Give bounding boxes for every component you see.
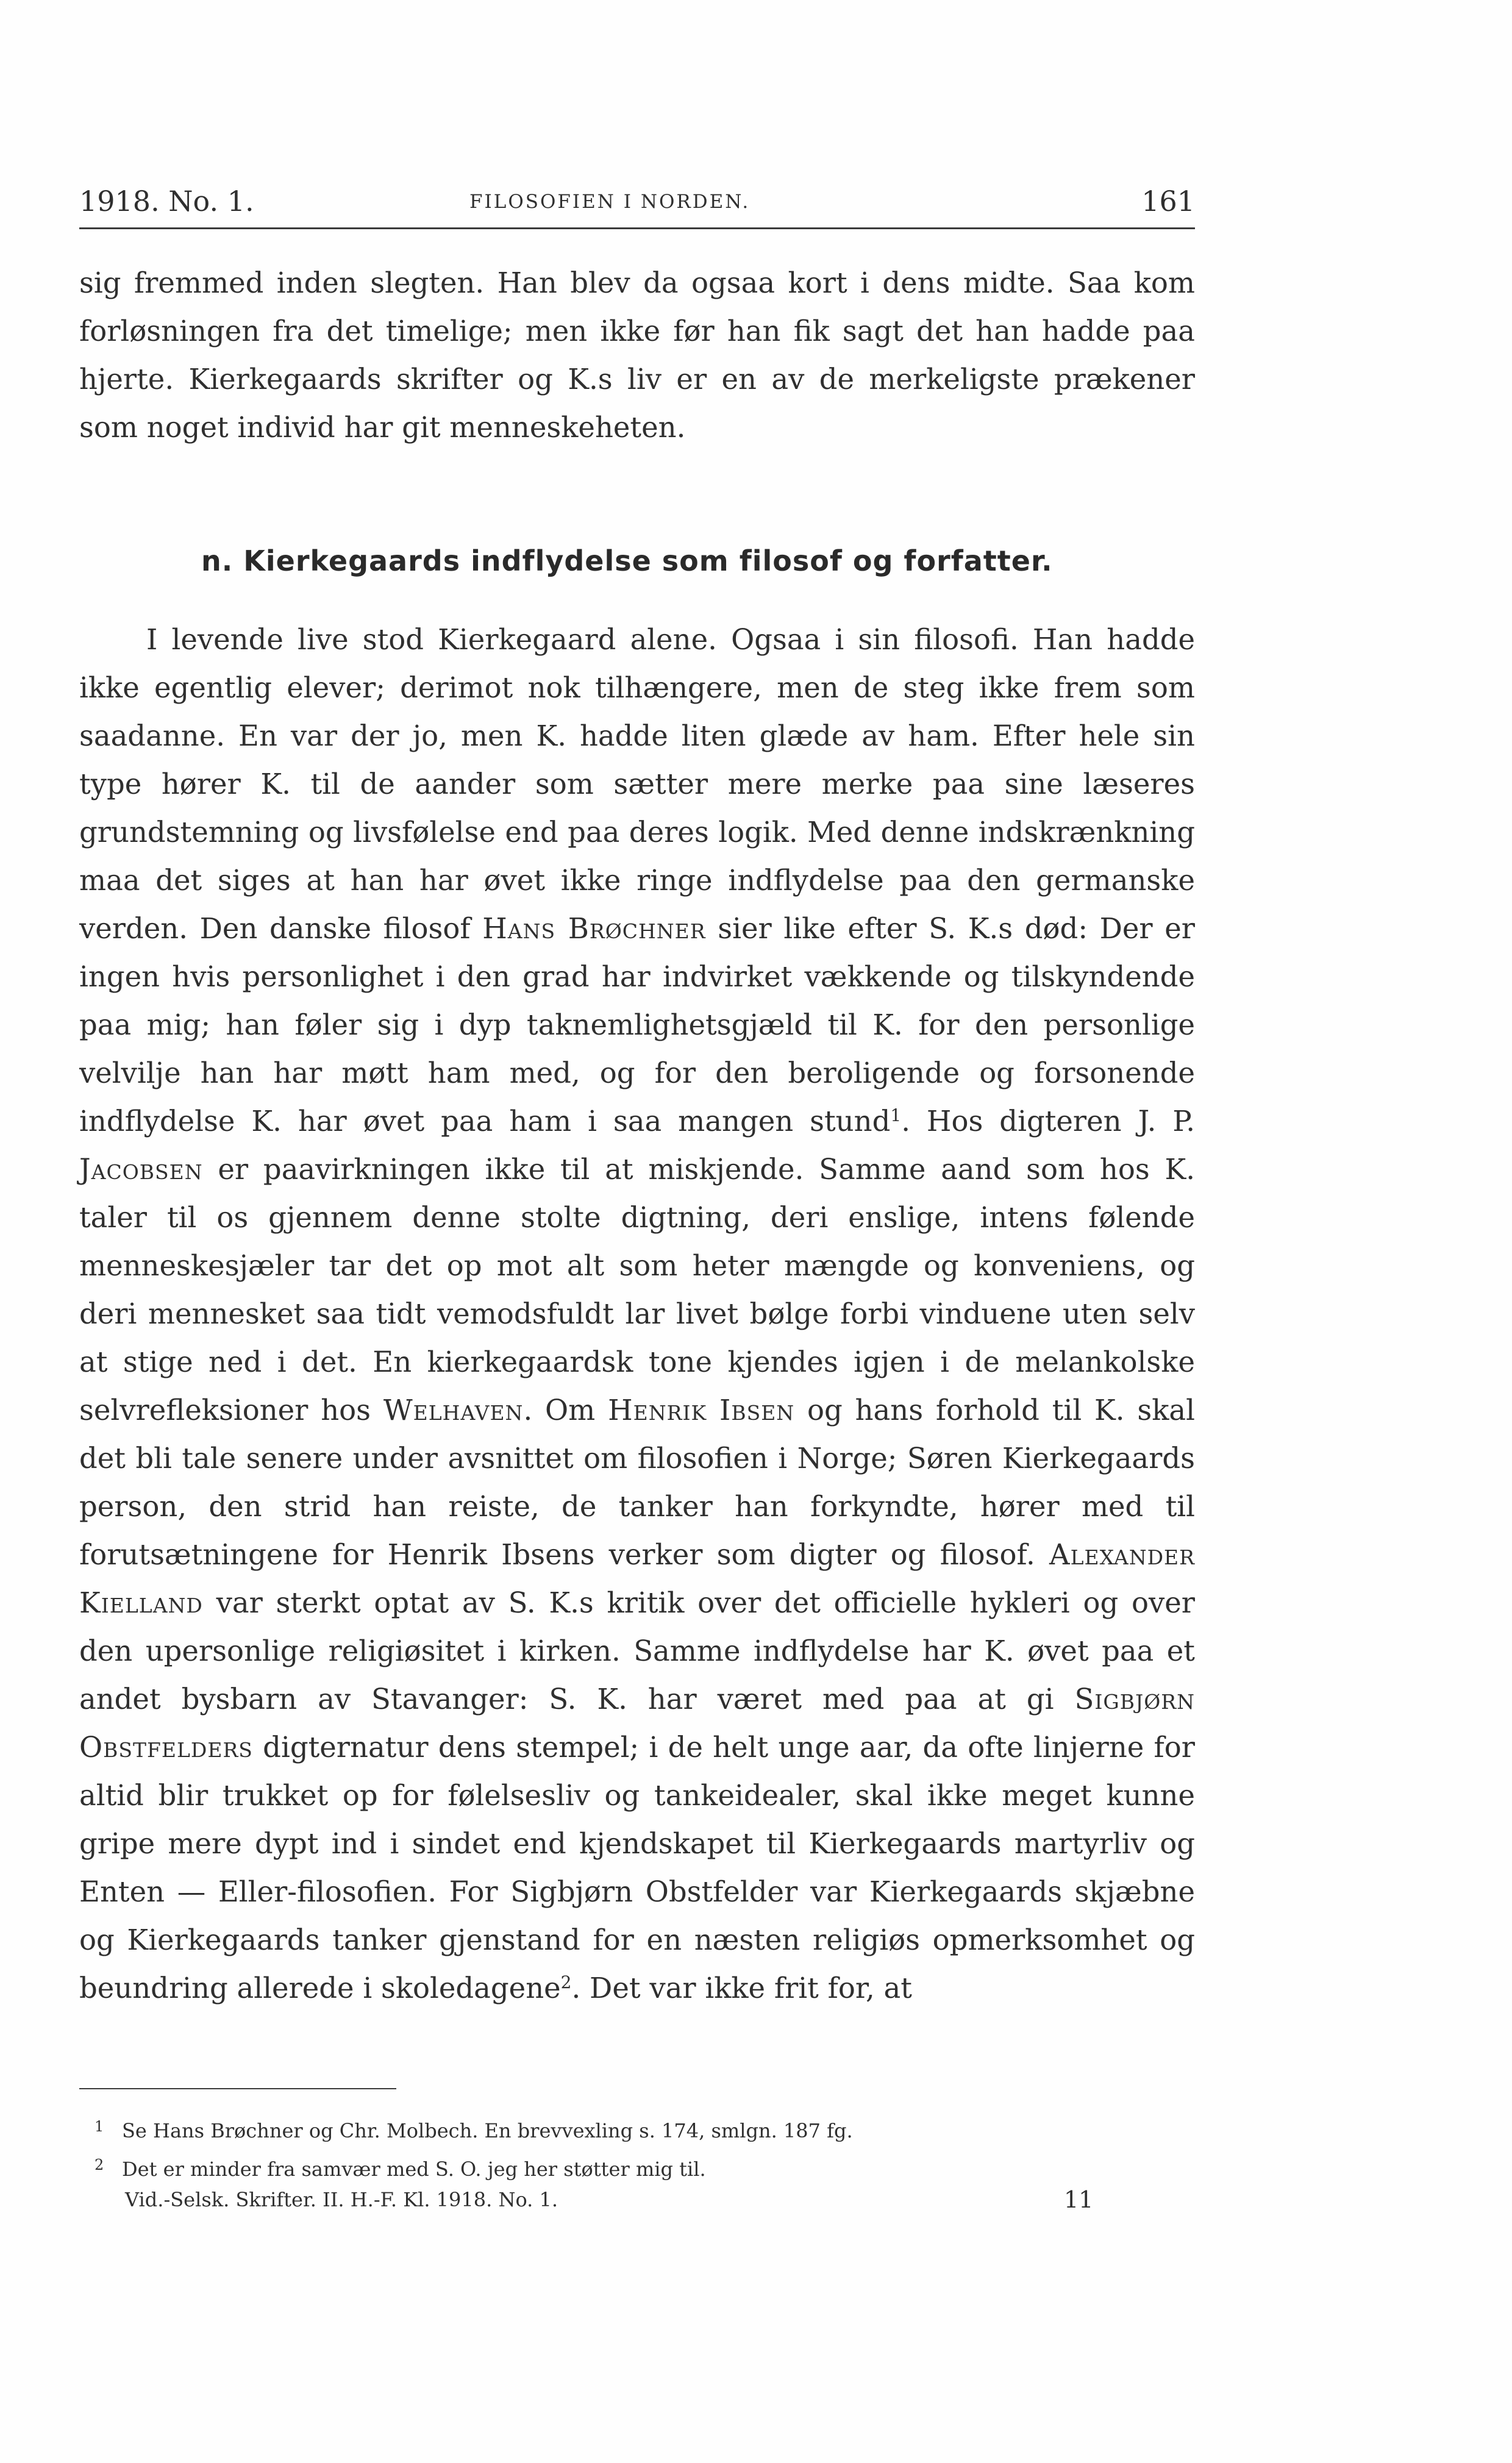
text-run: . Det var ikke frit for, at [571, 1972, 912, 2005]
footnote-number: 2 [94, 2156, 104, 2173]
footnote-ref-2: 2 [560, 1972, 572, 1992]
text-run: sier like efter S. K.s død: Der er ingen hvis personlighet i den grad har indvirket vækkende og tilskyndende paa mig; han føler sig i dyp taknemlighetsgjæld til K. for den personlige velvilje han har møtt ham med, og for den beroligende og forsonende indflydelse K. har øvet paa ham i saa mangen stund [79, 912, 1195, 1138]
section-paragraph [79, 616, 1195, 2012]
footnote-number: 1 [94, 2118, 104, 2135]
sheet-number: 11 [1064, 2186, 1094, 2213]
page-number: 161 [1141, 185, 1195, 218]
header-issue: 1918. No. 1. [79, 185, 254, 218]
person-name-welhaven: Welhaven [383, 1394, 524, 1427]
running-head [79, 183, 1195, 219]
footnote-text: Det er minder fra samvær med S. O. jeg her støtter mig til. [122, 2158, 706, 2181]
person-name-obstfelder: Sigbjørn Obstfelders [79, 1683, 1195, 1764]
text-run: var sterkt optat av S. K.s kritik over det officielle hykleri og over den upersonlige religiøsitet i kirken. Samme indflydelse har K. øvet paa et andet bysbarn av Stavanger: S. K. har været med paa at gi [79, 1586, 1195, 1716]
header-rule [79, 227, 1195, 229]
person-name-ibsen: Ibsen [719, 1394, 795, 1427]
text-run: I levende live stod Kierkegaard alene. Ogsaa i sin filosofi. Han hadde ikke egentlig elever; derimot nok tilhængere, men de steg ikke frem som saadanne. En var der jo, men K. hadde liten glæde av ham. Efter hele sin type hører K. til de aander som sætter mere merke paa sine læseres grundstemning og livsfølelse end paa deres logik. Med denne indskrænkning maa det siges at han har øvet ikke ringe indflydelse paa den germanske verden. Den danske filosof [79, 623, 1195, 945]
text-run: . Om [523, 1394, 608, 1427]
text-run [707, 1394, 719, 1427]
header-title: FILOSOFIEN I NORDEN. [469, 191, 751, 213]
text-run: digternatur dens stempel; i de helt unge aar, da ofte linjerne for altid blir trukket op for følelsesliv og tankeidealer, skal ikke meget kunne gripe mere dypt ind i sindet end kjendskapet til Kierkegaards martyrliv og Enten — Eller-filosofien. For Sigbjørn Obstfelder var Kierkegaards skjæbne og Kierkegaards tanker gjenstand for en næsten religiøs opmerksomhet og beundring allerede i skoledagene [79, 1731, 1195, 2005]
person-name-kielland: Alexander Kielland [79, 1538, 1195, 1619]
printer-signature: Vid.-Selsk. Skrifter. II. H.-F. Kl. 1918. No. 1. [125, 2188, 558, 2211]
text-run: . Hos digteren J. P. [901, 1105, 1195, 1138]
footnote-1 [94, 2109, 1180, 2148]
section-body [79, 616, 1195, 2012]
footnote-2 [94, 2148, 1180, 2186]
person-name-brochner: Hans Brøchner [482, 912, 706, 945]
opening-paragraph-text: sig fremmed inden slegten. Han blev da ogsaa kort i dens midte. Saa kom forløsningen fra det timelige; men ikke før han fik sagt det han hadde paa hjerte. Kierkegaards skrifter og K.s liv er en av de merkeligste prækener som noget individ har git menneskeheten. [79, 266, 1195, 444]
footnote-rule [79, 2088, 396, 2089]
opening-paragraph [79, 259, 1195, 452]
text-run: er paavirkningen ikke til at miskjende. Samme aand som hos K. taler til os gjennem denne stolte digtning, deri enslige, intens følende menneskesjæler tar det op mot alt som heter mængde og konveniens, og deri mennesket saa tidt vemodsfuldt lar livet bølge forbi vinduene uten selv at stige ned i det. En kierkegaardsk tone kjendes igjen i de melankolske selvrefleksioner hos [79, 1153, 1195, 1427]
footnotes [94, 2109, 1180, 2186]
footnote-ref-1: 1 [890, 1105, 902, 1125]
text-run: og hans forhold til K. skal det bli tale senere under avsnittet om filosofien i Norge; Søren Kierkegaards person, den strid han reiste, de tanker han forkyndte, hører med til forutsætningene for Henrik Ibsens verker som digter og filosof. [79, 1394, 1195, 1571]
section-heading: n. Kierkegaards indflydelse som filosof og forfatter. [201, 544, 1053, 577]
footnote-text: Se Hans Brøchner og Chr. Molbech. En brevvexling s. 174, smlgn. 187 fg. [122, 2119, 853, 2142]
person-name-jacobsen: Jacobsen [79, 1153, 203, 1186]
person-name-henrik: Henrik [608, 1394, 707, 1427]
